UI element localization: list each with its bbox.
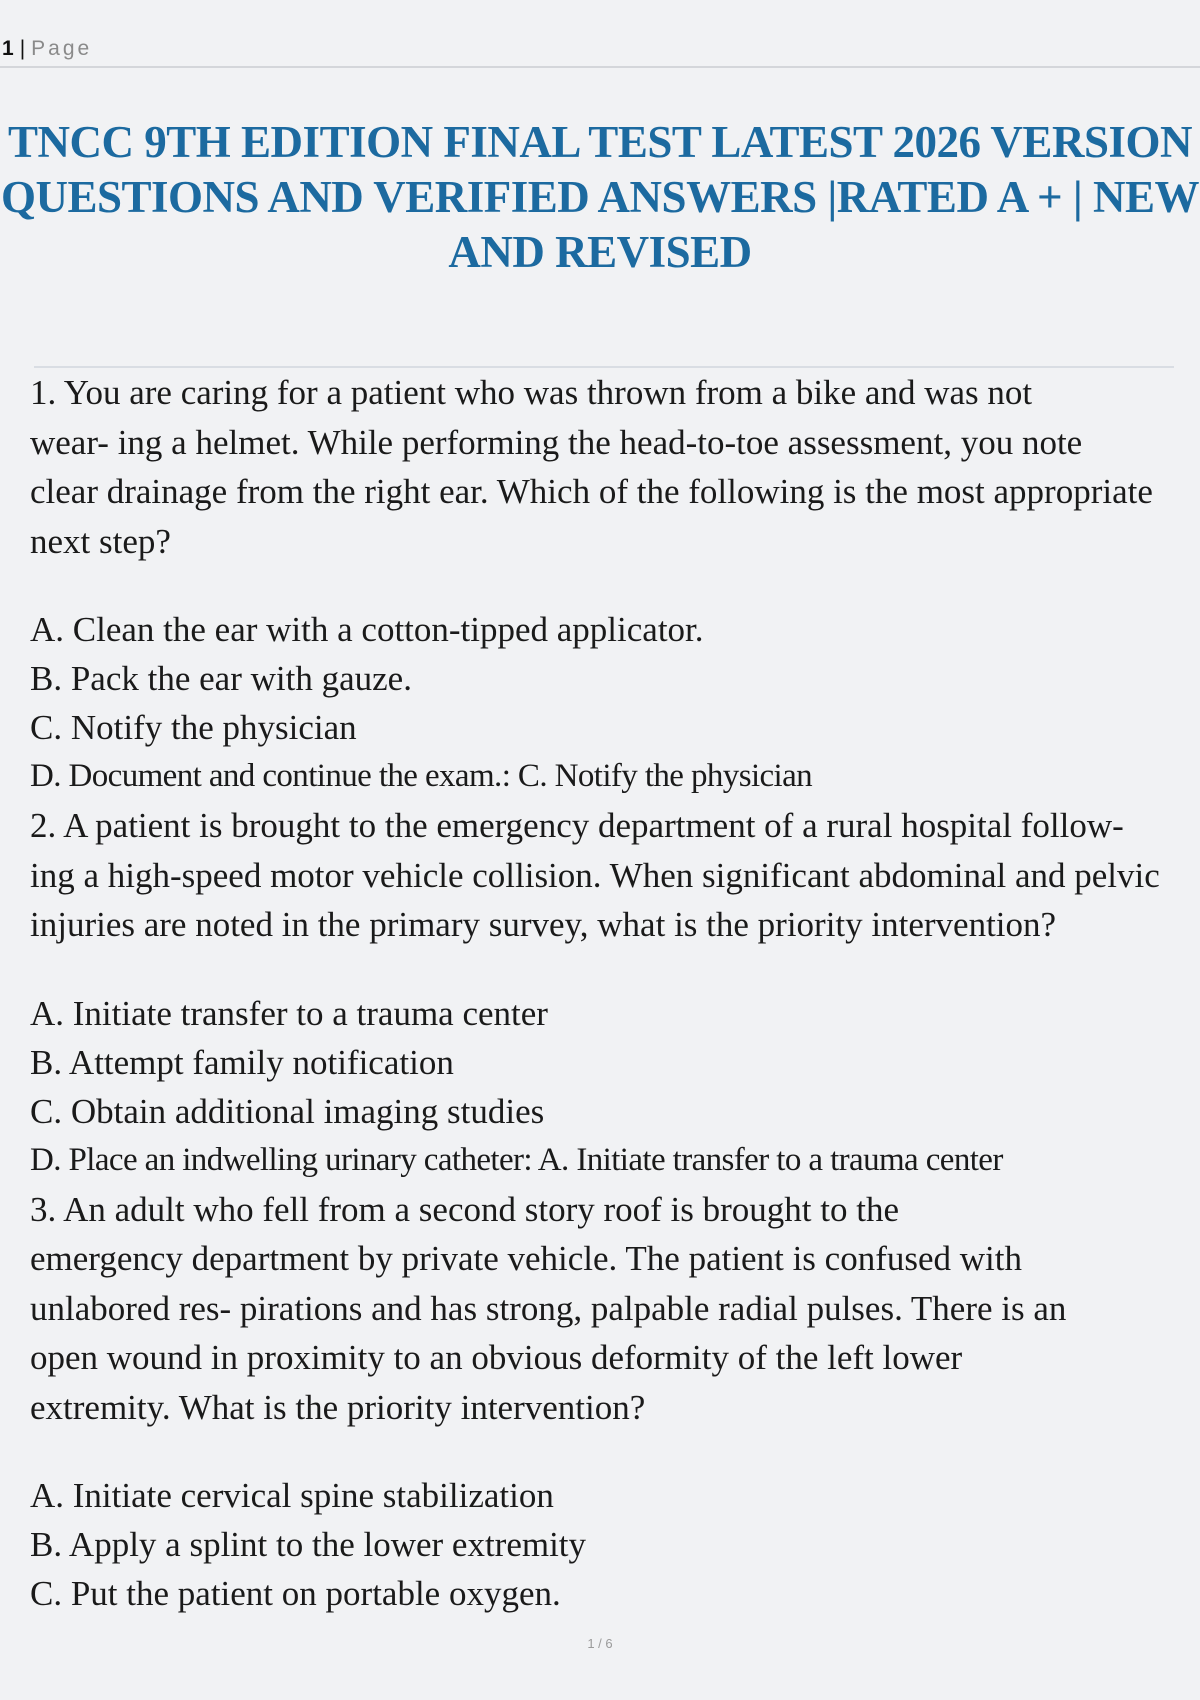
spacer [30,950,1180,989]
question-1-option-a: A. Clean the ear with a cotton-tipped applicator. [30,610,704,649]
page-label: Page [31,37,93,60]
question-line: injuries are noted in the primary survey, what is the priority intervention? [30,905,1057,944]
page-header [0,32,1200,68]
question-line: 3. An adult who fell from a second story roof is brought to the [30,1189,900,1229]
question-line: ing a high-speed motor vehicle collision. When significant abdominal and pelvic [30,855,1160,895]
question-2-option-c: C. Obtain additional imaging studies [30,1091,545,1131]
question-line: next step? [30,521,171,561]
question-1-option-b: B. Pack the ear with gauze. [30,659,412,698]
questions-content [30,368,1180,1618]
question-line: clear drainage from the right ear. Which of the following is the most appropriate [30,472,1153,511]
question-line: 2. A patient is brought to the emergency department of a rural hospital follow- [30,806,1124,845]
question-2-option-d-answer: D. Place an indwelling urinary catheter: A. Initiate transfer to a trauma center [30,1141,1003,1178]
title-line-1: TNCC 9TH EDITION FINAL TEST LATEST 2026 VERSION [8,117,1192,167]
question-line: emergency department by private vehicle. The patient is confused with [30,1239,1022,1278]
question-3-option-b: B. Apply a splint to the lower extremity [30,1525,587,1564]
question-line: open wound in proximity to an obvious deformity of the left lower [30,1338,963,1377]
page-separator: | [19,37,26,60]
question-1-option-d-answer: D. Document and continue the exam.: C. Notify the physician [30,758,813,794]
question-3-option-a: A. Initiate cervical spine stabilization [30,1476,554,1515]
document-title [0,115,1200,280]
question-3-option-c: C. Put the patient on portable oxygen. [30,1574,561,1613]
question-1-option-c: C. Notify the physician [30,708,357,747]
question-3-text [30,1185,1180,1433]
page-number: 1 [2,37,14,60]
title-line-3: AND REVISED [448,227,752,277]
question-2-option-a: A. Initiate transfer to a trauma center [30,993,548,1033]
spacer [30,566,1180,605]
question-1-text [30,368,1180,566]
page-indicator: 1 / 6 [587,1636,613,1651]
question-line: 1. You are caring for a patient who was thrown from a bike and was not [30,373,1033,412]
spacer [30,1432,1180,1471]
question-line: extremity. What is the priority intervention? [30,1387,646,1427]
question-2-option-b: B. Attempt family notification [30,1042,454,1082]
question-line: unlabored res- pirations and has strong, palpable radial pulses. There is an [30,1288,1067,1328]
question-line: wear- ing a helmet. While performing the head-to-toe assessment, you note [30,422,1083,462]
question-2-text [30,801,1180,950]
title-line-2: QUESTIONS AND VERIFIED ANSWERS |RATED A + | NEW [0,172,1200,222]
